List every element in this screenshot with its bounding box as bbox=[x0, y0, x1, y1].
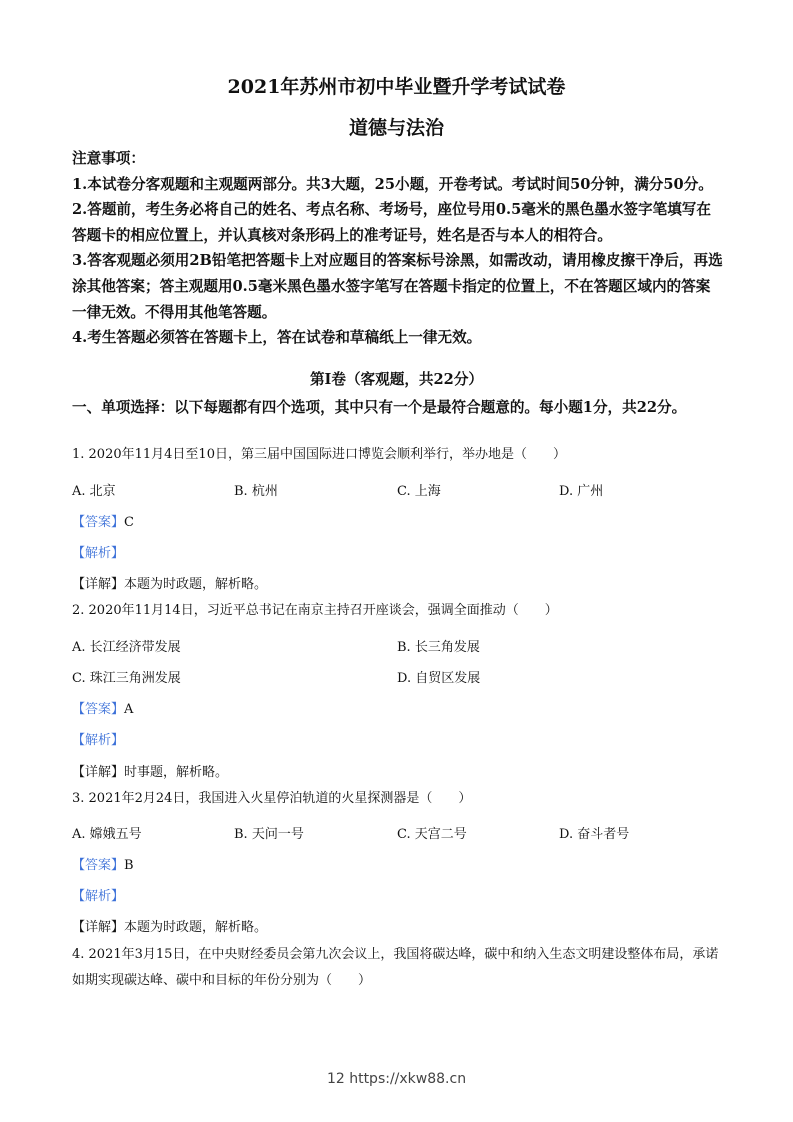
detail-text: 本题为时政题，解析略。 bbox=[124, 920, 268, 935]
detail-label: 【详解】 bbox=[72, 920, 125, 935]
detail-line bbox=[72, 916, 267, 935]
detail-line bbox=[72, 573, 267, 592]
analysis-label: 【解析】 bbox=[72, 546, 125, 561]
detail-text: 本题为时政题，解析略。 bbox=[124, 577, 268, 592]
page-footer: 12 https://xkw88.cn bbox=[326, 1071, 467, 1087]
analysis-line bbox=[72, 542, 124, 561]
option: C. 上海 bbox=[397, 484, 441, 499]
option: B. 天问一号 bbox=[234, 827, 304, 842]
option: C. 珠江三角洲发展 bbox=[72, 671, 181, 686]
answer-label: 【答案】 bbox=[72, 515, 125, 530]
detail-line bbox=[72, 761, 228, 780]
analysis-label: 【解析】 bbox=[72, 733, 125, 748]
option: D. 奋斗者号 bbox=[559, 827, 630, 842]
analysis-line bbox=[72, 729, 124, 748]
section-heading: 第Ⅰ卷（客观题，共22分） bbox=[309, 371, 484, 388]
notes-item: 4.考生答题必须答在答题卡上，答在试卷和草稿纸上一律无效。 bbox=[72, 329, 482, 347]
question-stem: 3. 2021年2月24日，我国进入火星停泊轨道的火星探测器是（ ） bbox=[72, 791, 472, 806]
option: A. 长江经济带发展 bbox=[72, 640, 181, 655]
answer-value: A bbox=[124, 702, 134, 717]
answer-line bbox=[72, 854, 134, 873]
notes-item: 1.本试卷分客观题和主观题两部分。共3大题，25小题，开卷考试。考试时间50分钟，满分50分。 bbox=[72, 175, 713, 193]
option: A. 北京 bbox=[72, 484, 116, 499]
answer-value: B bbox=[124, 858, 134, 873]
notes-heading: 注意事项： bbox=[72, 150, 145, 167]
section-intro: 一、单项选择：以下每题都有四个选项，其中只有一个是最符合题意的。每小题1分，共22分。 bbox=[72, 399, 687, 416]
notes-block bbox=[72, 146, 724, 351]
answer-line bbox=[72, 511, 134, 530]
detail-label: 【详解】 bbox=[72, 765, 125, 780]
option: D. 广州 bbox=[559, 484, 604, 499]
analysis-line bbox=[72, 885, 124, 904]
subject-title: 道德与法治 bbox=[348, 117, 444, 139]
option: D. 自贸区发展 bbox=[397, 671, 481, 686]
detail-text: 时事题，解析略。 bbox=[124, 765, 229, 780]
notes-item: 3.答客观题必须用2B铅笔把答题卡上对应题目的答案标号涂黑，如需改动，请用橡皮擦干净后，再选涂其他答案；答主观题用0.5毫米黑色墨水签字笔写在答题卡指定的位置上，不在答题区域内的答案一律无效。不得用其他笔答题。 bbox=[72, 252, 723, 321]
option: B. 长三角发展 bbox=[397, 640, 480, 655]
option: B. 杭州 bbox=[234, 484, 278, 499]
question-stem: 2. 2020年11月14日，习近平总书记在南京主持召开座谈会，强调全面推动（ ） bbox=[72, 603, 558, 618]
question-stem: 1. 2020年11月4日至10日，第三届中国国际进口博览会顺利举行，举办地是（ ） bbox=[72, 447, 566, 462]
option: C. 天宫二号 bbox=[397, 827, 467, 842]
option: A. 嫦娥五号 bbox=[72, 827, 142, 842]
answer-value: C bbox=[124, 515, 134, 530]
question-stem: 4. 2021年3月15日，在中央财经委员会第九次会议上，我国将碳达峰，碳中和纳入生态文明建设整体布局，承诺如期实现碳达峰、碳中和目标的年份分别为（ ） bbox=[72, 947, 719, 988]
answer-label: 【答案】 bbox=[72, 702, 125, 717]
detail-label: 【详解】 bbox=[72, 577, 125, 592]
answer-line bbox=[72, 698, 133, 717]
exam-title: 2021年苏州市初中毕业暨升学考试试卷 bbox=[227, 76, 566, 98]
answer-label: 【答案】 bbox=[72, 858, 125, 873]
analysis-label: 【解析】 bbox=[72, 889, 125, 904]
notes-item: 2.答题前，考生务必将自己的姓名、考点名称、考场号，座位号用0.5毫米的黑色墨水签字笔填写在答题卡的相应位置上，并认真核对条形码上的准考证号，姓名是否与本人的相符合。 bbox=[72, 201, 711, 244]
